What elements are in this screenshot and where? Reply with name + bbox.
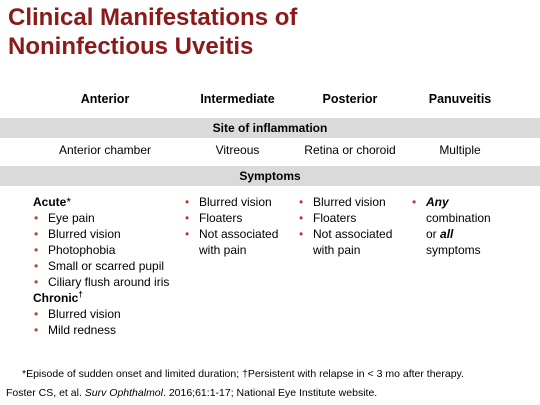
intermediate-symptoms [184, 194, 290, 258]
site-posterior: Retina or choroid [304, 143, 396, 157]
acute-heading: Acute* [33, 195, 72, 209]
list-item: • Blurred vision [298, 194, 402, 210]
symptoms-band: Symptoms [0, 166, 540, 186]
header-panuveitis: Panuveitis [428, 92, 492, 106]
site-panuveitis: Multiple [439, 143, 481, 157]
panuveitis-list [411, 194, 501, 258]
site-band: Site of inflammation [0, 118, 540, 138]
list-item: • Blurred vision [33, 306, 173, 322]
chronic-list [33, 306, 173, 338]
panuveitis-symptoms [411, 194, 501, 258]
site-row [0, 143, 540, 163]
site-intermediate: Vitreous [215, 143, 260, 157]
list-item: • Not associated with pain [298, 226, 402, 258]
header-intermediate: Intermediate [200, 92, 275, 106]
list-item: • Blurred vision [184, 194, 290, 210]
header-posterior: Posterior [322, 92, 378, 106]
title-line-2: Noninfectious Uveitis [8, 33, 254, 60]
site-anterior: Anterior chamber [58, 143, 152, 157]
list-item: • Any combination or all symptoms [411, 194, 501, 258]
list-item: • Blurred vision [33, 226, 173, 242]
intermediate-list [184, 194, 290, 258]
posterior-symptoms [298, 194, 402, 258]
title-line-1: Clinical Manifestations of [8, 4, 298, 31]
citation: Foster CS, et al. Surv Ophthalmol. 2016;61:1-17; National Eye Institute website. [6, 387, 378, 399]
list-item: • Mild redness [33, 322, 173, 338]
list-item: • Small or scarred pupil [33, 258, 173, 274]
column-headers [0, 92, 540, 112]
footnote: *Episode of sudden onset and limited duration; †Persistent with relapse in < 3 mo after therapy. [22, 368, 464, 380]
posterior-list [298, 194, 402, 258]
list-item: • Ciliary flush around iris [33, 274, 173, 290]
anterior-symptoms [33, 194, 173, 338]
acute-list [33, 210, 173, 290]
list-item: • Floaters [298, 210, 402, 226]
list-item: • Not associated with pain [184, 226, 290, 258]
slide-title [8, 3, 528, 61]
list-item: • Photophobia [33, 242, 173, 258]
chronic-heading: Chronic† [33, 290, 83, 305]
list-item: • Floaters [184, 210, 290, 226]
header-anterior: Anterior [80, 92, 130, 106]
list-item: • Eye pain [33, 210, 173, 226]
